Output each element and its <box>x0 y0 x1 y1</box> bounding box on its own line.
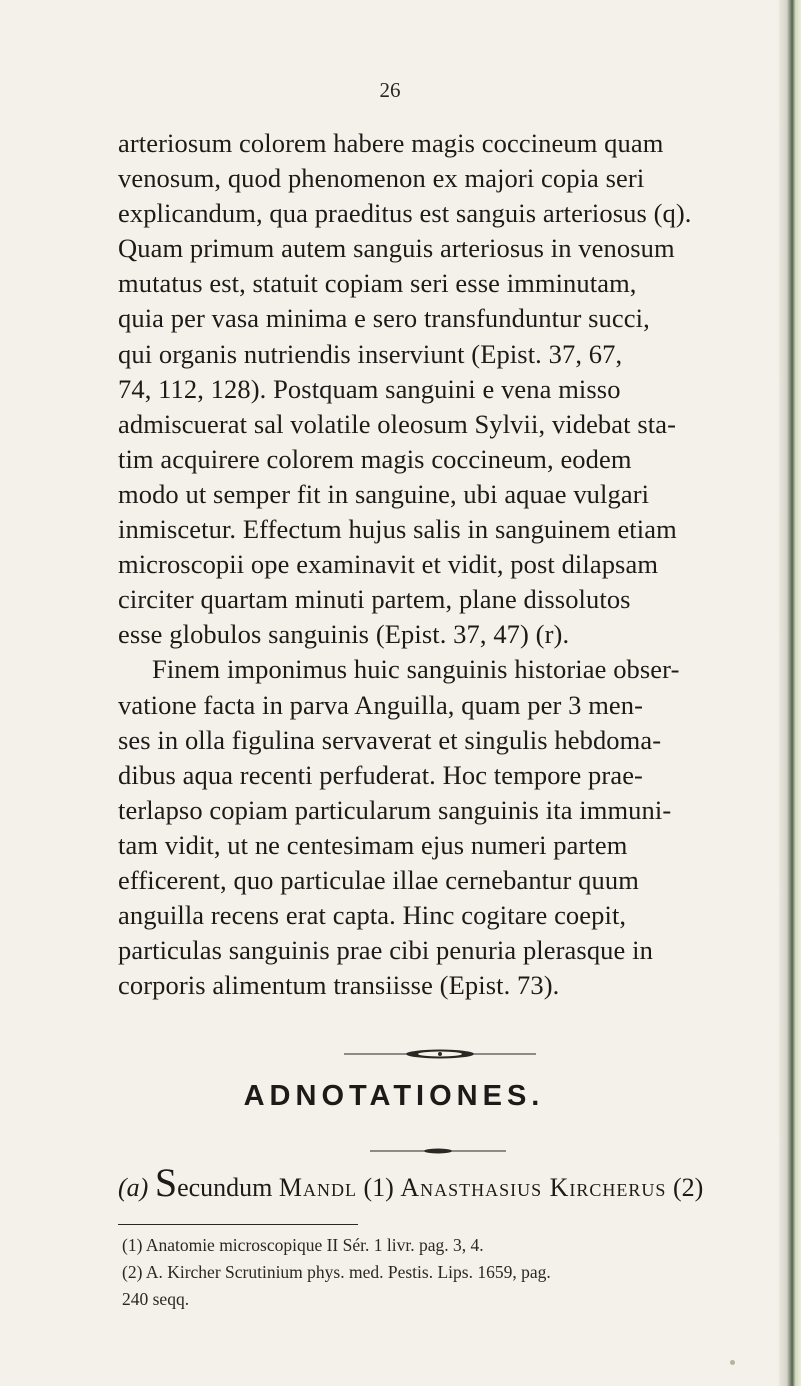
text-line: mutatus est, statuit copiam seri esse imminutam, <box>118 268 637 299</box>
footnotes <box>122 1232 762 1313</box>
text-line: corporis alimentum transiisse (Epist. 73). <box>118 970 560 1001</box>
small-rule-divider <box>370 1148 506 1154</box>
adnotatio-label: (a) <box>118 1173 149 1202</box>
paper-speck <box>730 1360 735 1365</box>
text-line: explicandum, qua praeditus est sanguis arteriosus (q). <box>118 198 692 229</box>
text-line: Finem imponimus huic sanguinis historiae obser- <box>152 654 680 685</box>
text-line: efficerent, quo particulae illae cernebantur quum <box>118 864 639 895</box>
adnotatio-word: ecundum <box>177 1173 273 1202</box>
body-text <box>118 126 774 1003</box>
page-number: 26 <box>379 78 401 102</box>
text-line: admiscuerat sal volatile oleosum Sylvii, videbat sta- <box>118 408 676 439</box>
text-line: anguilla recens erat capta. Hinc cogitare coepit, <box>118 900 627 931</box>
text-line: inmiscetur. Effectum hujus salis in sanguinem etiam <box>118 514 677 545</box>
footnote-ref: (2) <box>672 1173 704 1202</box>
text-line: particulas sanguinis prae cibi penuria plerasque in <box>118 935 653 966</box>
text-line: qui organis nutriendis inserviunt (Epist. 37, 67, <box>118 338 623 369</box>
author-name: Mandl <box>278 1173 358 1202</box>
author-name: Anasthasius Kircherus <box>400 1173 667 1202</box>
text-line: modo ut semper fit in sanguine, ubi aquae vulgari <box>118 478 650 509</box>
footnote-rule <box>118 1224 358 1225</box>
text-line: venosum, quod phenomenon ex majori copia seri <box>118 163 645 194</box>
section-heading: ADNOTATIONES. <box>243 1080 545 1112</box>
footnote: 240 seqq. <box>122 1289 190 1309</box>
text-line: 74, 112, 128). Postquam sanguini e vena misso <box>118 373 621 404</box>
text-line: arteriosum colorem habere magis coccineum quam <box>118 128 664 158</box>
footnote-ref: (1) <box>363 1173 394 1202</box>
text-line: vatione facta in parva Anguilla, quam per 3 men- <box>118 689 644 720</box>
text-line: ses in olla figulina servaverat et singulis hebdoma- <box>118 724 662 755</box>
text-line: microscopii ope examinavit et vidit, post dilapsam <box>118 549 659 580</box>
footnote: (1) Anatomie microscopique II Sér. 1 livr. pag. 3, 4. <box>122 1235 484 1255</box>
text-line: tam vidit, ut ne centesimam ejus numeri partem <box>118 829 628 860</box>
ornament-divider <box>344 1048 536 1060</box>
text-line: tim acquirere colorem magis coccineum, eodem <box>118 443 632 474</box>
footnote: (2) A. Kircher Scrutinium phys. med. Pestis. Lips. 1659, pag. <box>122 1262 551 1282</box>
text-line: dibus aqua recenti perfuderat. Hoc tempore prae- <box>118 759 643 790</box>
text-line: Quam primum autem sanguis arteriosus in venosum <box>118 233 675 264</box>
adnotatio-line <box>118 1160 778 1206</box>
text-line: circiter quartam minuti partem, plane dissolutos <box>118 584 631 615</box>
page-edge <box>779 0 801 1386</box>
text-line: terlapso copiam particularum sanguinis ita immuni- <box>118 794 672 825</box>
text-line: quia per vasa minima e sero transfunduntur succi, <box>118 303 650 334</box>
text-line: esse globulos sanguinis (Epist. 37, 47) (r). <box>118 619 570 650</box>
dropcap: S <box>154 1160 178 1205</box>
